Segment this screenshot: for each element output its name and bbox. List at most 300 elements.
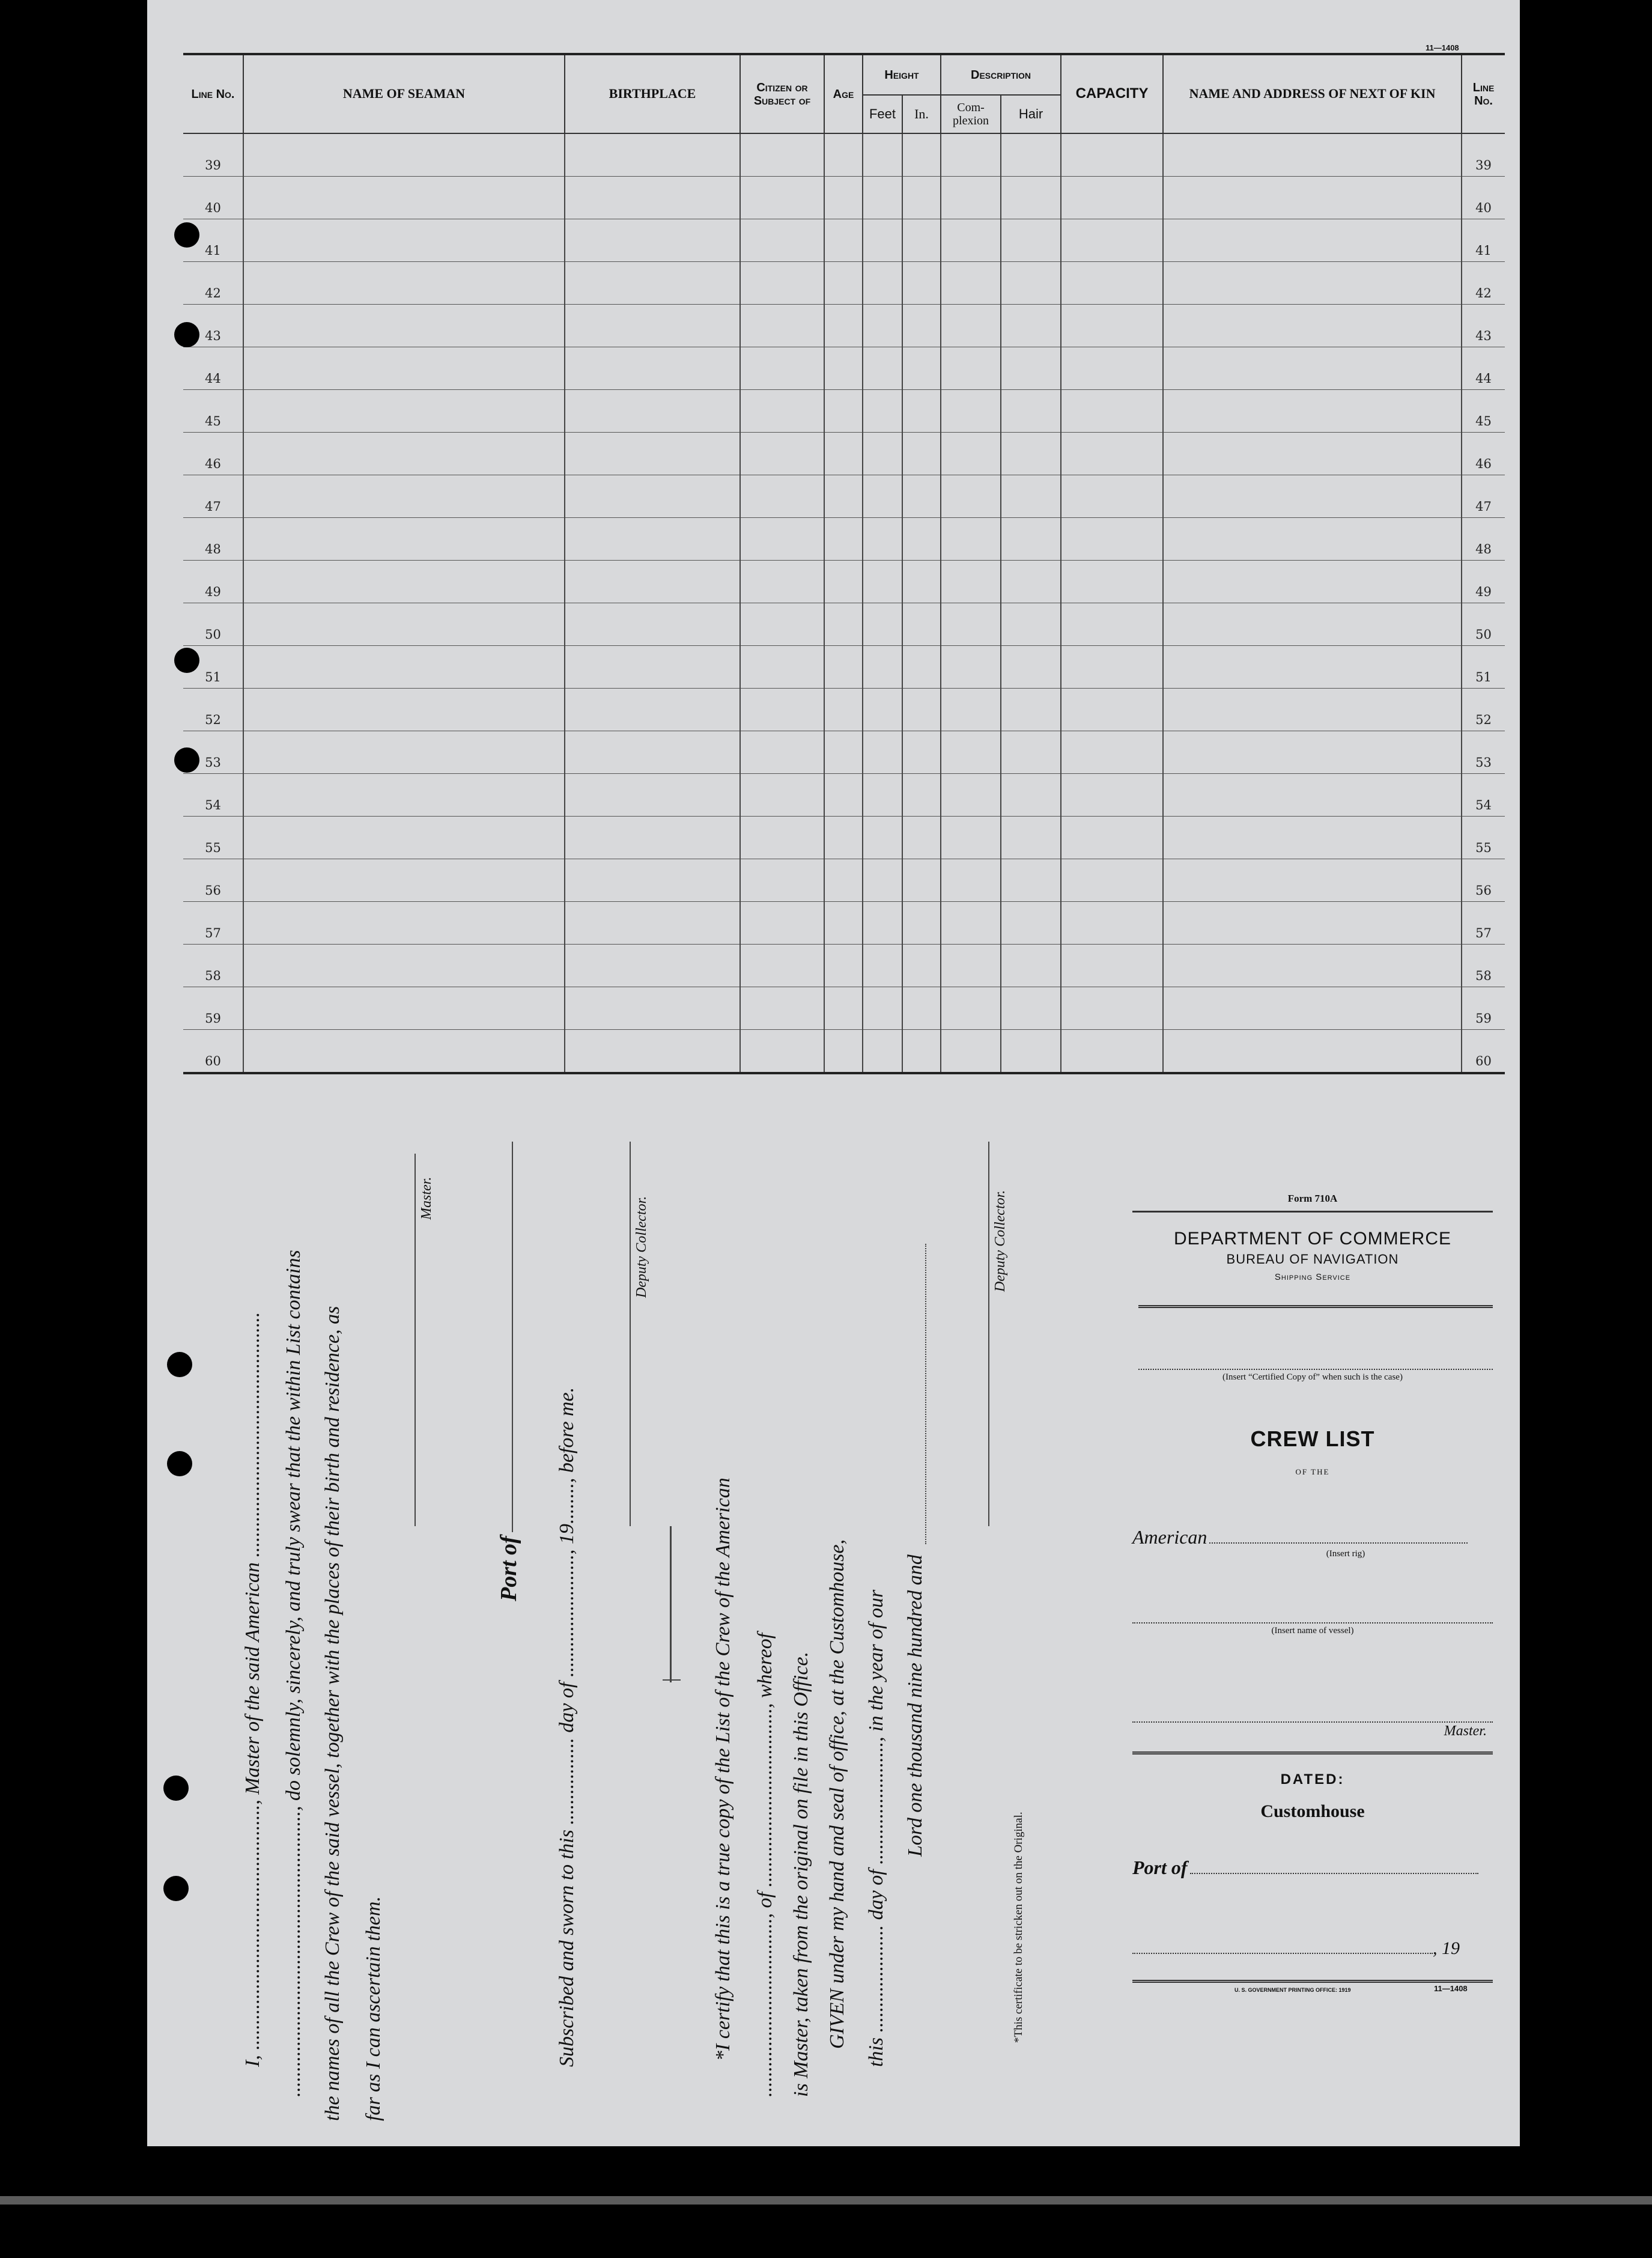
line-number-right: 41 <box>1462 219 1505 262</box>
table-cell[interactable] <box>1061 305 1163 347</box>
table-cell[interactable] <box>1061 433 1163 475</box>
table-cell[interactable] <box>863 731 902 774</box>
table-cell[interactable] <box>565 689 740 731</box>
table-row <box>183 987 1505 1030</box>
table-cell[interactable] <box>1061 1030 1163 1074</box>
divider-tick <box>663 1679 681 1681</box>
line-number-right: 47 <box>1462 475 1505 518</box>
table-cell[interactable] <box>1001 646 1061 689</box>
form-number-top: 11—1408 <box>1426 43 1459 52</box>
table-cell[interactable] <box>863 177 902 219</box>
table-cell[interactable] <box>863 433 902 475</box>
table-cell[interactable] <box>902 347 941 390</box>
table-cell[interactable] <box>243 817 565 859</box>
table-cell[interactable] <box>740 603 824 646</box>
table-cell[interactable] <box>565 731 740 774</box>
oath-line-2: ........................................................, do solemnly, sincerely, and truly swear that the within List contains <box>282 1250 305 2097</box>
table-row <box>183 603 1505 646</box>
table-cell[interactable] <box>941 902 1001 945</box>
table-cell[interactable] <box>1163 177 1462 219</box>
table-cell[interactable] <box>863 689 902 731</box>
table-cell[interactable] <box>565 262 740 305</box>
crew-list-form-page <box>147 0 1520 2146</box>
table-cell[interactable] <box>1001 518 1061 561</box>
table-cell[interactable] <box>243 518 565 561</box>
table-cell[interactable] <box>863 305 902 347</box>
table-cell[interactable] <box>863 133 902 177</box>
table-cell[interactable] <box>1163 347 1462 390</box>
table-cell[interactable] <box>941 347 1001 390</box>
table-cell[interactable] <box>941 390 1001 433</box>
table-cell[interactable] <box>740 390 824 433</box>
table-cell[interactable] <box>740 518 824 561</box>
line-number-right: 50 <box>1462 603 1505 646</box>
table-cell[interactable] <box>1163 774 1462 817</box>
table-cell[interactable] <box>941 305 1001 347</box>
scan-edge-strip <box>0 2196 1652 2205</box>
table-row <box>183 262 1505 305</box>
table-cell[interactable] <box>1061 646 1163 689</box>
table-cell[interactable] <box>863 347 902 390</box>
table-cell[interactable] <box>1163 518 1462 561</box>
certificate-line-2: ..................................., of ..................................., whereof <box>754 1633 776 2097</box>
table-cell[interactable] <box>243 945 565 987</box>
table-cell[interactable] <box>941 475 1001 518</box>
table-cell[interactable] <box>740 219 824 262</box>
table-cell[interactable] <box>243 390 565 433</box>
table-cell[interactable] <box>941 646 1001 689</box>
table-cell[interactable] <box>1001 731 1061 774</box>
table-cell[interactable] <box>863 518 902 561</box>
line-number: 48 <box>183 518 243 561</box>
table-row <box>183 731 1505 774</box>
table-cell[interactable] <box>941 518 1001 561</box>
table-cell[interactable] <box>740 902 824 945</box>
table-cell[interactable] <box>1061 731 1163 774</box>
table-cell[interactable] <box>1163 561 1462 603</box>
table-cell[interactable] <box>565 177 740 219</box>
table-cell[interactable] <box>1001 390 1061 433</box>
line-number-right: 43 <box>1462 305 1505 347</box>
table-cell[interactable] <box>941 774 1001 817</box>
table-cell[interactable] <box>824 433 863 475</box>
header-citizen: Citizen or Subject of <box>740 54 824 133</box>
table-cell[interactable] <box>740 177 824 219</box>
table-cell[interactable] <box>1163 731 1462 774</box>
table-cell[interactable] <box>824 305 863 347</box>
table-cell[interactable] <box>565 433 740 475</box>
table-cell[interactable] <box>824 603 863 646</box>
table-cell[interactable] <box>941 603 1001 646</box>
header-capacity: CAPACITY <box>1061 54 1163 133</box>
table-cell[interactable] <box>1001 859 1061 902</box>
table-cell[interactable] <box>1061 817 1163 859</box>
table-cell[interactable] <box>565 219 740 262</box>
table-cell[interactable] <box>863 646 902 689</box>
table-cell[interactable] <box>1061 347 1163 390</box>
table-cell[interactable] <box>565 859 740 902</box>
cover-insert-rig: (Insert rig) <box>1326 1549 1365 1559</box>
table-cell[interactable] <box>1163 902 1462 945</box>
table-cell[interactable] <box>243 347 565 390</box>
table-cell[interactable] <box>740 475 824 518</box>
table-cell[interactable] <box>1001 433 1061 475</box>
table-cell[interactable] <box>824 774 863 817</box>
line-number: 39 <box>183 133 243 177</box>
table-row <box>183 133 1505 177</box>
table-cell[interactable] <box>863 902 902 945</box>
table-cell[interactable] <box>902 817 941 859</box>
table-cell[interactable] <box>1061 177 1163 219</box>
line-number: 56 <box>183 859 243 902</box>
table-cell[interactable] <box>863 219 902 262</box>
table-cell[interactable] <box>1001 1030 1061 1074</box>
table-cell[interactable] <box>1061 475 1163 518</box>
table-cell[interactable] <box>1061 945 1163 987</box>
table-cell[interactable] <box>824 347 863 390</box>
table-cell[interactable] <box>565 902 740 945</box>
line-number-right: 46 <box>1462 433 1505 475</box>
table-cell[interactable] <box>740 305 824 347</box>
table-cell[interactable] <box>941 1030 1001 1074</box>
table-cell[interactable] <box>863 603 902 646</box>
cover-year: , 19 <box>1433 1938 1460 1958</box>
table-cell[interactable] <box>565 475 740 518</box>
table-cell[interactable] <box>740 262 824 305</box>
table-cell[interactable] <box>824 390 863 433</box>
table-cell[interactable] <box>824 262 863 305</box>
table-cell[interactable] <box>863 262 902 305</box>
table-cell[interactable] <box>740 347 824 390</box>
line-number: 43 <box>183 305 243 347</box>
table-cell[interactable] <box>243 219 565 262</box>
table-cell[interactable] <box>902 859 941 902</box>
punch-hole <box>174 222 199 248</box>
table-cell[interactable] <box>1163 817 1462 859</box>
table-cell[interactable] <box>243 774 565 817</box>
table-cell[interactable] <box>1061 133 1163 177</box>
line-number: 58 <box>183 945 243 987</box>
deputy-signature-line-1 <box>630 1142 631 1526</box>
table-row <box>183 433 1505 475</box>
table-cell[interactable] <box>902 133 941 177</box>
table-row <box>183 859 1505 902</box>
table-cell[interactable] <box>243 987 565 1030</box>
cover-dated: DATED: <box>1280 1771 1345 1788</box>
master-label: Master. <box>419 1176 434 1220</box>
table-cell[interactable] <box>824 987 863 1030</box>
certified-copy-line <box>1138 1369 1493 1370</box>
table-cell[interactable] <box>1061 987 1163 1030</box>
table-cell[interactable] <box>1163 433 1462 475</box>
table-cell[interactable] <box>941 177 1001 219</box>
table-row <box>183 518 1505 561</box>
certificate-line-1: *I certify that this is a true copy of the List of the Crew of the American <box>712 1477 734 2061</box>
table-cell[interactable] <box>1001 945 1061 987</box>
table-cell[interactable] <box>565 987 740 1030</box>
table-cell[interactable] <box>1061 262 1163 305</box>
table-cell[interactable] <box>824 1030 863 1074</box>
table-cell[interactable] <box>824 731 863 774</box>
table-cell[interactable] <box>740 774 824 817</box>
table-cell[interactable] <box>863 1030 902 1074</box>
table-cell[interactable] <box>1001 219 1061 262</box>
crew-table-body <box>183 133 1505 1073</box>
table-cell[interactable] <box>863 987 902 1030</box>
table-cell[interactable] <box>941 817 1001 859</box>
table-cell[interactable] <box>902 433 941 475</box>
table-cell[interactable] <box>243 262 565 305</box>
line-number: 52 <box>183 689 243 731</box>
table-cell[interactable] <box>1163 1030 1462 1074</box>
table-cell[interactable] <box>902 987 941 1030</box>
table-cell[interactable] <box>1163 262 1462 305</box>
table-cell[interactable] <box>941 561 1001 603</box>
table-cell[interactable] <box>1001 561 1061 603</box>
table-cell[interactable] <box>902 390 941 433</box>
table-cell[interactable] <box>1001 475 1061 518</box>
line-number-right: 54 <box>1462 774 1505 817</box>
table-cell[interactable] <box>941 945 1001 987</box>
line-number: 42 <box>183 262 243 305</box>
table-cell[interactable] <box>565 603 740 646</box>
table-cell[interactable] <box>1163 305 1462 347</box>
table-cell[interactable] <box>565 390 740 433</box>
table-cell[interactable] <box>902 1030 941 1074</box>
line-number: 47 <box>183 475 243 518</box>
line-number-right: 42 <box>1462 262 1505 305</box>
line-number-right: 51 <box>1462 646 1505 689</box>
table-row <box>183 646 1505 689</box>
table-cell[interactable] <box>1061 902 1163 945</box>
cover-rule-3 <box>1132 1751 1493 1754</box>
table-cell[interactable] <box>824 646 863 689</box>
table-cell[interactable] <box>1061 689 1163 731</box>
table-cell[interactable] <box>863 945 902 987</box>
table-cell[interactable] <box>863 859 902 902</box>
table-cell[interactable] <box>243 646 565 689</box>
line-number-right: 58 <box>1462 945 1505 987</box>
table-cell[interactable] <box>824 945 863 987</box>
table-cell[interactable] <box>565 1030 740 1074</box>
header-description: Description <box>941 54 1061 95</box>
table-row <box>183 774 1505 817</box>
header-next-of-kin: NAME AND ADDRESS OF NEXT OF KIN <box>1163 54 1462 133</box>
table-cell[interactable] <box>1163 219 1462 262</box>
line-number: 49 <box>183 561 243 603</box>
table-cell[interactable] <box>1001 987 1061 1030</box>
port-name-line <box>1190 1873 1478 1874</box>
table-cell[interactable] <box>941 859 1001 902</box>
table-cell[interactable] <box>824 859 863 902</box>
table-cell[interactable] <box>1163 945 1462 987</box>
line-number: 45 <box>183 390 243 433</box>
table-cell[interactable] <box>243 731 565 774</box>
table-cell[interactable] <box>740 859 824 902</box>
table-cell[interactable] <box>565 561 740 603</box>
table-cell[interactable] <box>565 347 740 390</box>
table-cell[interactable] <box>902 902 941 945</box>
cover-top-rule <box>1132 1211 1493 1213</box>
table-cell[interactable] <box>243 859 565 902</box>
table-cell[interactable] <box>902 262 941 305</box>
punch-hole <box>167 1451 192 1476</box>
table-cell[interactable] <box>565 305 740 347</box>
table-cell[interactable] <box>824 177 863 219</box>
table-row <box>183 689 1505 731</box>
table-cell[interactable] <box>824 133 863 177</box>
header-complexion: Com- plexion <box>941 95 1001 133</box>
vessel-name-line <box>1132 1622 1493 1624</box>
oath-line-4: far as I can ascertain them. <box>362 1896 384 2121</box>
table-cell[interactable] <box>1163 603 1462 646</box>
table-cell[interactable] <box>740 646 824 689</box>
table-cell[interactable] <box>902 305 941 347</box>
table-row <box>183 219 1505 262</box>
table-cell[interactable] <box>740 433 824 475</box>
table-cell[interactable] <box>243 177 565 219</box>
table-cell[interactable] <box>243 561 565 603</box>
table-cell[interactable] <box>1061 390 1163 433</box>
year-dotted-line <box>925 1244 926 1544</box>
table-cell[interactable] <box>902 945 941 987</box>
table-cell[interactable] <box>1163 475 1462 518</box>
port-of-label: Port of <box>496 1536 521 1601</box>
table-cell[interactable] <box>1163 689 1462 731</box>
table-cell[interactable] <box>740 561 824 603</box>
form-number-bottom: 11—1408 <box>1434 1984 1468 1993</box>
table-cell[interactable] <box>863 475 902 518</box>
line-number-right: 55 <box>1462 817 1505 859</box>
table-cell[interactable] <box>740 1030 824 1074</box>
table-cell[interactable] <box>565 518 740 561</box>
table-cell[interactable] <box>740 945 824 987</box>
table-cell[interactable] <box>1001 347 1061 390</box>
table-cell[interactable] <box>243 433 565 475</box>
table-row <box>183 475 1505 518</box>
cover-bottom-rule <box>1132 1980 1493 1983</box>
table-cell[interactable] <box>1061 774 1163 817</box>
table-cell[interactable] <box>1061 603 1163 646</box>
table-cell[interactable] <box>1001 817 1061 859</box>
table-cell[interactable] <box>902 475 941 518</box>
table-cell[interactable] <box>941 689 1001 731</box>
table-cell[interactable] <box>243 305 565 347</box>
table-cell[interactable] <box>941 219 1001 262</box>
table-cell[interactable] <box>824 689 863 731</box>
line-number: 55 <box>183 817 243 859</box>
table-cell[interactable] <box>1001 305 1061 347</box>
punch-hole <box>174 648 199 673</box>
table-cell[interactable] <box>1163 859 1462 902</box>
table-cell[interactable] <box>824 561 863 603</box>
table-cell[interactable] <box>740 689 824 731</box>
oath-line-3: the names of all the Crew of the said vessel, together with the places of their birth and residence, as <box>321 1306 344 2121</box>
table-cell[interactable] <box>243 902 565 945</box>
line-number-right: 49 <box>1462 561 1505 603</box>
table-cell[interactable] <box>243 133 565 177</box>
table-cell[interactable] <box>1061 518 1163 561</box>
table-cell[interactable] <box>1001 177 1061 219</box>
header-height: Height <box>863 54 941 95</box>
table-cell[interactable] <box>740 133 824 177</box>
table-cell[interactable] <box>1001 902 1061 945</box>
subscribed-line: Subscribed and sworn to this ................. day of ........................, 19........, before me. <box>556 1387 578 2067</box>
cover-bureau: BUREAU OF NAVIGATION <box>1226 1252 1399 1267</box>
table-cell[interactable] <box>902 603 941 646</box>
table-cell[interactable] <box>1001 774 1061 817</box>
table-cell[interactable] <box>941 731 1001 774</box>
divider-line <box>670 1526 672 1682</box>
table-cell[interactable] <box>740 731 824 774</box>
table-cell[interactable] <box>863 390 902 433</box>
header-line-no-right: Line No. <box>1462 54 1505 133</box>
table-cell[interactable] <box>863 561 902 603</box>
line-number: 54 <box>183 774 243 817</box>
table-cell[interactable] <box>1061 219 1163 262</box>
table-cell[interactable] <box>824 219 863 262</box>
deputy-collector-label-1: Deputy Collector. <box>634 1196 649 1298</box>
table-cell[interactable] <box>565 817 740 859</box>
table-cell[interactable] <box>740 817 824 859</box>
table-cell[interactable] <box>1061 561 1163 603</box>
table-cell[interactable] <box>1001 689 1061 731</box>
table-cell[interactable] <box>824 475 863 518</box>
table-cell[interactable] <box>243 689 565 731</box>
table-cell[interactable] <box>902 177 941 219</box>
cover-american: American <box>1132 1526 1207 1548</box>
table-cell[interactable] <box>941 262 1001 305</box>
table-cell[interactable] <box>941 133 1001 177</box>
table-cell[interactable] <box>941 987 1001 1030</box>
table-cell[interactable] <box>824 902 863 945</box>
table-cell[interactable] <box>1163 646 1462 689</box>
table-cell[interactable] <box>243 603 565 646</box>
table-cell[interactable] <box>1163 133 1462 177</box>
table-cell[interactable] <box>1001 262 1061 305</box>
table-cell[interactable] <box>902 774 941 817</box>
table-cell[interactable] <box>740 987 824 1030</box>
table-cell[interactable] <box>565 774 740 817</box>
table-cell[interactable] <box>243 475 565 518</box>
table-cell[interactable] <box>902 646 941 689</box>
line-number-right: 60 <box>1462 1030 1505 1074</box>
table-cell[interactable] <box>863 817 902 859</box>
table-cell[interactable] <box>824 518 863 561</box>
table-cell[interactable] <box>902 518 941 561</box>
table-cell[interactable] <box>1163 390 1462 433</box>
table-cell[interactable] <box>1163 987 1462 1030</box>
table-cell[interactable] <box>565 133 740 177</box>
certificate-line-3: is Master, taken from the original on file in this Office. <box>790 1651 812 2097</box>
table-cell[interactable] <box>1061 859 1163 902</box>
table-cell[interactable] <box>243 1030 565 1074</box>
table-cell[interactable] <box>1001 133 1061 177</box>
table-cell[interactable] <box>902 219 941 262</box>
table-cell[interactable] <box>902 731 941 774</box>
table-cell[interactable] <box>565 646 740 689</box>
table-cell[interactable] <box>941 433 1001 475</box>
table-cell[interactable] <box>902 561 941 603</box>
table-cell[interactable] <box>902 689 941 731</box>
certificate-line-5: this ..................... day of ........................, in the year of our <box>865 1589 887 2067</box>
table-cell[interactable] <box>863 774 902 817</box>
table-cell[interactable] <box>1001 603 1061 646</box>
table-cell[interactable] <box>824 817 863 859</box>
punch-hole <box>167 1352 192 1377</box>
table-cell[interactable] <box>565 945 740 987</box>
punch-hole <box>174 747 199 773</box>
